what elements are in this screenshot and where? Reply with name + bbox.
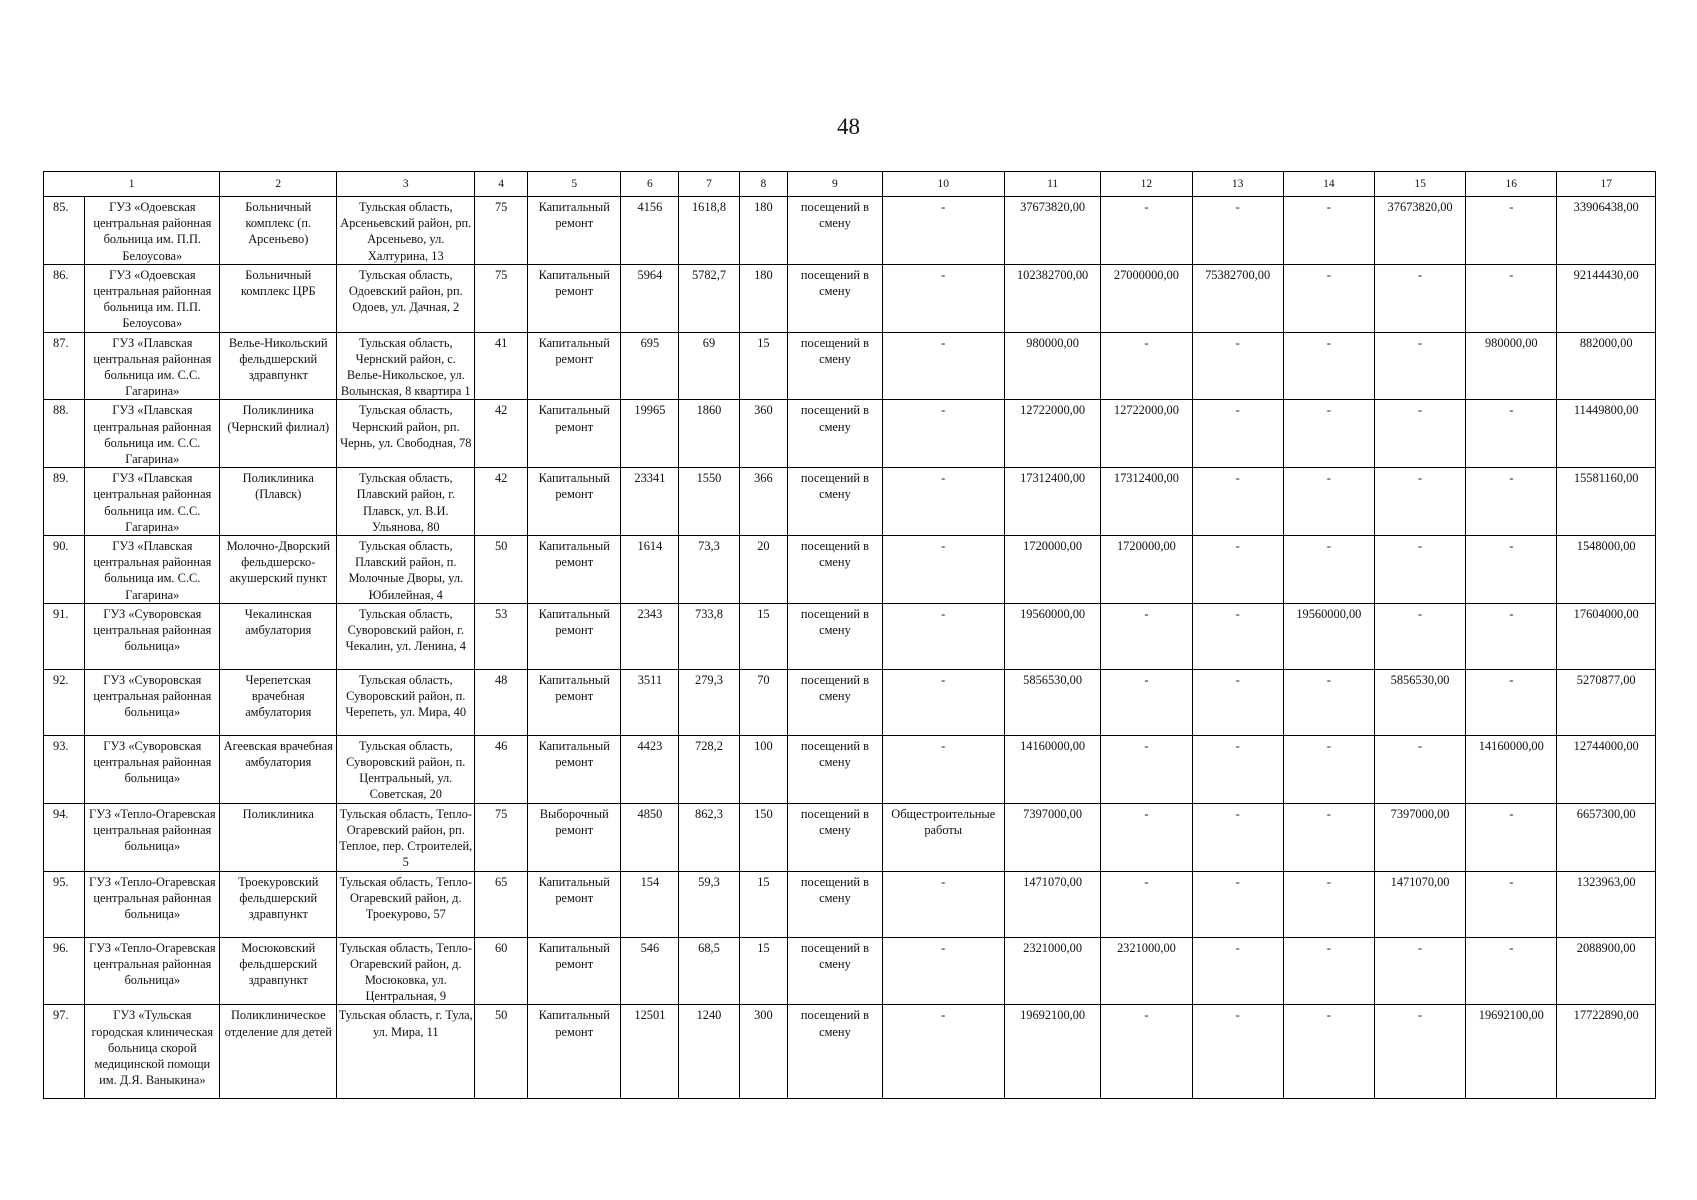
table-cell: 12744000,00 — [1557, 735, 1656, 803]
table-cell: - — [1374, 603, 1465, 669]
table-cell: Троекуровский фельдшерский здравпункт — [220, 871, 337, 937]
table-cell: Капитальный ремонт — [528, 735, 621, 803]
table-cell: посещений в смену — [788, 735, 882, 803]
table-cell: 17312400,00 — [1101, 468, 1192, 536]
table-row — [44, 332, 1656, 400]
table-cell: 92144430,00 — [1557, 264, 1656, 332]
table-cell: ГУЗ «Тепло-Огаревская центральная районная больница» — [85, 803, 220, 871]
table-row — [44, 603, 1656, 669]
table-cell: - — [1283, 332, 1374, 400]
table-cell: 3511 — [621, 669, 679, 735]
table-cell: - — [1192, 937, 1283, 1005]
table-cell: 17312400,00 — [1004, 468, 1100, 536]
table-cell: Больничный комплекс ЦРБ — [220, 264, 337, 332]
table-cell: Капитальный ремонт — [528, 536, 621, 604]
table-cell: 102382700,00 — [1004, 264, 1100, 332]
table-cell: - — [882, 1005, 1004, 1099]
table-cell: - — [882, 603, 1004, 669]
table-cell: - — [1192, 400, 1283, 468]
row-number: 97. — [44, 1005, 85, 1099]
table-cell: - — [1466, 937, 1557, 1005]
table-cell: Велье-Никольский фельдшерский здравпункт — [220, 332, 337, 400]
table-cell: 42 — [475, 468, 528, 536]
table-cell: - — [882, 735, 1004, 803]
row-number: 87. — [44, 332, 85, 400]
table-cell: Капитальный ремонт — [528, 1005, 621, 1099]
table-cell: - — [1192, 603, 1283, 669]
table-cell: 19692100,00 — [1466, 1005, 1557, 1099]
table-cell: - — [1466, 264, 1557, 332]
table-cell: посещений в смену — [788, 332, 882, 400]
table-cell: - — [1101, 803, 1192, 871]
table-cell: - — [882, 264, 1004, 332]
table-body — [44, 197, 1656, 1099]
row-number: 90. — [44, 536, 85, 604]
table-cell: Чекалинская амбулатория — [220, 603, 337, 669]
table-cell: Тульская область, Тепло-Огаревский район, рп. Теплое, пер. Строителей, 5 — [337, 803, 475, 871]
table-cell: - — [1101, 332, 1192, 400]
table-cell: - — [1466, 669, 1557, 735]
table-cell: - — [1374, 536, 1465, 604]
table-cell: 60 — [475, 937, 528, 1005]
table-cell: - — [1192, 1005, 1283, 1099]
table-cell: - — [1101, 735, 1192, 803]
table-cell: 12722000,00 — [1101, 400, 1192, 468]
column-header: 15 — [1374, 172, 1465, 197]
table-cell: 366 — [739, 468, 788, 536]
table-cell: - — [1283, 735, 1374, 803]
table-cell: 1720000,00 — [1004, 536, 1100, 604]
table-row — [44, 735, 1656, 803]
table-cell: 180 — [739, 197, 788, 265]
table-cell: 7397000,00 — [1004, 803, 1100, 871]
row-number: 85. — [44, 197, 85, 265]
table-cell: 75 — [475, 264, 528, 332]
table-cell: 862,3 — [679, 803, 739, 871]
table-cell: 360 — [739, 400, 788, 468]
table-cell: Общестроительные работы — [882, 803, 1004, 871]
table-cell: 1614 — [621, 536, 679, 604]
table-cell: Поликлиника — [220, 803, 337, 871]
table-cell: - — [1101, 603, 1192, 669]
table-row — [44, 1005, 1656, 1099]
table-cell: 7397000,00 — [1374, 803, 1465, 871]
table-cell: - — [1101, 871, 1192, 937]
table-cell: - — [1283, 937, 1374, 1005]
table-cell: Капитальный ремонт — [528, 264, 621, 332]
table-cell: 2343 — [621, 603, 679, 669]
column-header: 8 — [739, 172, 788, 197]
table-row — [44, 937, 1656, 1005]
table-cell: посещений в смену — [788, 937, 882, 1005]
row-number: 96. — [44, 937, 85, 1005]
table-cell: 1471070,00 — [1374, 871, 1465, 937]
table-cell: 1471070,00 — [1004, 871, 1100, 937]
table-cell: 20 — [739, 536, 788, 604]
table-cell: 980000,00 — [1004, 332, 1100, 400]
table-row — [44, 197, 1656, 265]
table-cell: - — [1466, 197, 1557, 265]
table-cell: - — [1283, 803, 1374, 871]
table-cell: 546 — [621, 937, 679, 1005]
table-cell: посещений в смену — [788, 871, 882, 937]
table-cell: Тульская область, Суворовский район, п. Центральный, ул. Советская, 20 — [337, 735, 475, 803]
table-cell: 19560000,00 — [1283, 603, 1374, 669]
table-cell: - — [882, 197, 1004, 265]
table-cell: 5856530,00 — [1374, 669, 1465, 735]
table-cell: ГУЗ «Одоевская центральная районная больница им. П.П. Белоусова» — [85, 264, 220, 332]
table-cell: посещений в смену — [788, 400, 882, 468]
table-cell: ГУЗ «Одоевская центральная районная больница им. П.П. Белоусова» — [85, 197, 220, 265]
row-number: 86. — [44, 264, 85, 332]
table-cell: 695 — [621, 332, 679, 400]
table-cell: 150 — [739, 803, 788, 871]
table-cell: посещений в смену — [788, 1005, 882, 1099]
table-cell: Поликлиническое отделение для детей — [220, 1005, 337, 1099]
row-number: 94. — [44, 803, 85, 871]
table-cell: Тульская область, г. Тула, ул. Мира, 11 — [337, 1005, 475, 1099]
table-cell: 6657300,00 — [1557, 803, 1656, 871]
table-cell: - — [1374, 400, 1465, 468]
table-cell: ГУЗ «Плавская центральная районная больница им. С.С. Гагарина» — [85, 468, 220, 536]
table-cell: Выборочный ремонт — [528, 803, 621, 871]
table-cell: ГУЗ «Тепло-Огаревская центральная районная больница» — [85, 871, 220, 937]
table-cell: Капитальный ремонт — [528, 871, 621, 937]
table-cell: 15 — [739, 937, 788, 1005]
table-cell: Поликлиника (Чернский филиал) — [220, 400, 337, 468]
table-cell: - — [1192, 803, 1283, 871]
table-cell: посещений в смену — [788, 468, 882, 536]
facilities-table — [43, 171, 1656, 1099]
table-cell: Капитальный ремонт — [528, 400, 621, 468]
table-cell: посещений в смену — [788, 603, 882, 669]
table-cell: - — [1374, 332, 1465, 400]
table-cell: 1550 — [679, 468, 739, 536]
table-cell: - — [1283, 1005, 1374, 1099]
table-cell: 2321000,00 — [1004, 937, 1100, 1005]
table-cell: 69 — [679, 332, 739, 400]
table-cell: 1720000,00 — [1101, 536, 1192, 604]
table-cell: 37673820,00 — [1004, 197, 1100, 265]
table-cell: Тульская область, Плавский район, п. Молочные Дворы, ул. Юбилейная, 4 — [337, 536, 475, 604]
table-cell: 14160000,00 — [1466, 735, 1557, 803]
table-row — [44, 669, 1656, 735]
table-cell: 4156 — [621, 197, 679, 265]
table-cell: 728,2 — [679, 735, 739, 803]
table-cell: - — [1283, 197, 1374, 265]
table-cell: 300 — [739, 1005, 788, 1099]
table-cell: - — [882, 536, 1004, 604]
table-cell: - — [1283, 468, 1374, 536]
table-cell: - — [882, 468, 1004, 536]
table-cell: Молочно-Дворский фельдшерско-акушерский пункт — [220, 536, 337, 604]
table-cell: 59,3 — [679, 871, 739, 937]
row-number: 95. — [44, 871, 85, 937]
table-cell: - — [1283, 871, 1374, 937]
column-header: 9 — [788, 172, 882, 197]
table-cell: - — [1192, 468, 1283, 536]
table-cell: ГУЗ «Суворовская центральная районная больница» — [85, 735, 220, 803]
column-header: 12 — [1101, 172, 1192, 197]
table-cell: Мосюковский фельдшерский здравпункт — [220, 937, 337, 1005]
table-cell: 19560000,00 — [1004, 603, 1100, 669]
table-row — [44, 264, 1656, 332]
column-header: 5 — [528, 172, 621, 197]
table-cell: 75 — [475, 197, 528, 265]
table-cell: 41 — [475, 332, 528, 400]
table-cell: Тульская область, Суворовский район, п. Черепеть, ул. Мира, 40 — [337, 669, 475, 735]
table-cell: 14160000,00 — [1004, 735, 1100, 803]
table-cell: 1548000,00 — [1557, 536, 1656, 604]
table-cell: Тульская область, Чернский район, с. Велье-Никольское, ул. Волынская, 8 квартира 1 — [337, 332, 475, 400]
table-cell: - — [1466, 468, 1557, 536]
table-cell: 1860 — [679, 400, 739, 468]
column-header: 6 — [621, 172, 679, 197]
table-cell: 46 — [475, 735, 528, 803]
table-cell: - — [1192, 332, 1283, 400]
table-cell: Капитальный ремонт — [528, 669, 621, 735]
table-row — [44, 400, 1656, 468]
column-header: 13 — [1192, 172, 1283, 197]
table-cell: 73,3 — [679, 536, 739, 604]
table-cell: Тульская область, Тепло-Огаревский район, д. Мосюковка, ул. Центральная, 9 — [337, 937, 475, 1005]
table-cell: 279,3 — [679, 669, 739, 735]
table-cell: посещений в смену — [788, 536, 882, 604]
table-cell: - — [1283, 400, 1374, 468]
table-cell: 11449800,00 — [1557, 400, 1656, 468]
table-cell: 733,8 — [679, 603, 739, 669]
column-header: 7 — [679, 172, 739, 197]
column-header: 1 — [44, 172, 220, 197]
table-cell: 882000,00 — [1557, 332, 1656, 400]
table-cell: Капитальный ремонт — [528, 937, 621, 1005]
row-number: 88. — [44, 400, 85, 468]
table-cell: ГУЗ «Тепло-Огаревская центральная районная больница» — [85, 937, 220, 1005]
table-cell: 27000000,00 — [1101, 264, 1192, 332]
table-cell: - — [1283, 669, 1374, 735]
table-cell: Агеевская врачебная амбулатория — [220, 735, 337, 803]
table-cell: 1618,8 — [679, 197, 739, 265]
table-cell: 1240 — [679, 1005, 739, 1099]
column-header: 11 — [1004, 172, 1100, 197]
table-row — [44, 468, 1656, 536]
table-cell: посещений в смену — [788, 669, 882, 735]
table-cell: ГУЗ «Тульская городская клиническая больница скорой медицинской помощи им. Д.Я. Ваныкина» — [85, 1005, 220, 1099]
table-cell: 42 — [475, 400, 528, 468]
table-cell: Капитальный ремонт — [528, 468, 621, 536]
table-cell: - — [1192, 536, 1283, 604]
table-cell: 5964 — [621, 264, 679, 332]
table-cell: Больничный комплекс (п. Арсеньево) — [220, 197, 337, 265]
table-cell: - — [882, 937, 1004, 1005]
table-cell: - — [1192, 669, 1283, 735]
column-header: 17 — [1557, 172, 1656, 197]
table-cell: Тульская область, Тепло-Огаревский район, д. Троекурово, 57 — [337, 871, 475, 937]
table-cell: 15 — [739, 332, 788, 400]
table-cell: Капитальный ремонт — [528, 603, 621, 669]
table-cell: - — [1101, 1005, 1192, 1099]
table-cell: 5782,7 — [679, 264, 739, 332]
table-cell: 1323963,00 — [1557, 871, 1656, 937]
table-cell: - — [1192, 871, 1283, 937]
table-cell: ГУЗ «Плавская центральная районная больница им. С.С. Гагарина» — [85, 536, 220, 604]
table-cell: - — [882, 871, 1004, 937]
table-cell: 15581160,00 — [1557, 468, 1656, 536]
table-cell: 980000,00 — [1466, 332, 1557, 400]
table-cell: Тульская область, Плавский район, г. Плавск, ул. В.И. Ульянова, 80 — [337, 468, 475, 536]
column-header: 2 — [220, 172, 337, 197]
column-header: 14 — [1283, 172, 1374, 197]
table-cell: - — [1374, 1005, 1465, 1099]
table-cell: Капитальный ремонт — [528, 197, 621, 265]
table-cell: 17604000,00 — [1557, 603, 1656, 669]
table-cell: 4850 — [621, 803, 679, 871]
table-cell: Тульская область, Арсеньевский район, рп. Арсеньево, ул. Халтурина, 13 — [337, 197, 475, 265]
table-header-row — [44, 172, 1656, 197]
table-cell: 12722000,00 — [1004, 400, 1100, 468]
row-number: 89. — [44, 468, 85, 536]
table-cell: 70 — [739, 669, 788, 735]
table-cell: 100 — [739, 735, 788, 803]
table-cell: - — [1466, 603, 1557, 669]
column-header: 3 — [337, 172, 475, 197]
table-row — [44, 536, 1656, 604]
table-cell: 19965 — [621, 400, 679, 468]
table-cell: 53 — [475, 603, 528, 669]
table-cell: - — [1192, 197, 1283, 265]
table-cell: - — [1283, 536, 1374, 604]
row-number: 92. — [44, 669, 85, 735]
table-cell: 17722890,00 — [1557, 1005, 1656, 1099]
table-cell: 12501 — [621, 1005, 679, 1099]
table-cell: 2088900,00 — [1557, 937, 1656, 1005]
column-header: 4 — [475, 172, 528, 197]
row-number: 91. — [44, 603, 85, 669]
table-cell: 48 — [475, 669, 528, 735]
table-cell: 15 — [739, 871, 788, 937]
table-cell: 180 — [739, 264, 788, 332]
table-cell: - — [1101, 669, 1192, 735]
table-cell: посещений в смену — [788, 197, 882, 265]
table-cell: - — [1374, 264, 1465, 332]
column-header: 10 — [882, 172, 1004, 197]
table-cell: - — [1466, 400, 1557, 468]
row-number: 93. — [44, 735, 85, 803]
table-cell: - — [1374, 735, 1465, 803]
table-cell: посещений в смену — [788, 803, 882, 871]
page-number: 48 — [837, 114, 860, 139]
table-cell: 37673820,00 — [1374, 197, 1465, 265]
table-cell: - — [882, 332, 1004, 400]
table-cell: - — [1192, 735, 1283, 803]
table-cell: ГУЗ «Суворовская центральная районная больница» — [85, 669, 220, 735]
table-cell: 68,5 — [679, 937, 739, 1005]
table-cell: ГУЗ «Плавская центральная районная больница им. С.С. Гагарина» — [85, 400, 220, 468]
table-cell: 19692100,00 — [1004, 1005, 1100, 1099]
table-cell: Тульская область, Суворовский район, г. Чекалин, ул. Ленина, 4 — [337, 603, 475, 669]
table-cell: 50 — [475, 536, 528, 604]
table-cell: 50 — [475, 1005, 528, 1099]
table-cell: Поликлиника (Плавск) — [220, 468, 337, 536]
table-cell: - — [1374, 468, 1465, 536]
table-cell: - — [1101, 197, 1192, 265]
table-row — [44, 803, 1656, 871]
table-cell: 65 — [475, 871, 528, 937]
table-cell: 5856530,00 — [1004, 669, 1100, 735]
table-cell: Тульская область, Одоевский район, рп. Одоев, ул. Дачная, 2 — [337, 264, 475, 332]
table-cell: Тульская область, Чернский район, рп. Чернь, ул. Свободная, 78 — [337, 400, 475, 468]
table-cell: 5270877,00 — [1557, 669, 1656, 735]
table-cell: 75 — [475, 803, 528, 871]
table-cell: - — [1466, 536, 1557, 604]
table-cell: 154 — [621, 871, 679, 937]
table-cell: - — [1283, 264, 1374, 332]
table-cell: 33906438,00 — [1557, 197, 1656, 265]
table-cell: Черепетская врачебная амбулатория — [220, 669, 337, 735]
table-cell: ГУЗ «Суворовская центральная районная больница» — [85, 603, 220, 669]
table-cell: 2321000,00 — [1101, 937, 1192, 1005]
table-cell: - — [1374, 937, 1465, 1005]
column-header: 16 — [1466, 172, 1557, 197]
table-row — [44, 871, 1656, 937]
table-cell: - — [882, 669, 1004, 735]
table-cell: посещений в смену — [788, 264, 882, 332]
table-cell: 23341 — [621, 468, 679, 536]
table-cell: - — [1466, 871, 1557, 937]
table-cell: - — [882, 400, 1004, 468]
table-cell: 4423 — [621, 735, 679, 803]
table-cell: Капитальный ремонт — [528, 332, 621, 400]
table-cell: - — [1466, 803, 1557, 871]
table-cell: 75382700,00 — [1192, 264, 1283, 332]
table-cell: ГУЗ «Плавская центральная районная больница им. С.С. Гагарина» — [85, 332, 220, 400]
table-cell: 15 — [739, 603, 788, 669]
